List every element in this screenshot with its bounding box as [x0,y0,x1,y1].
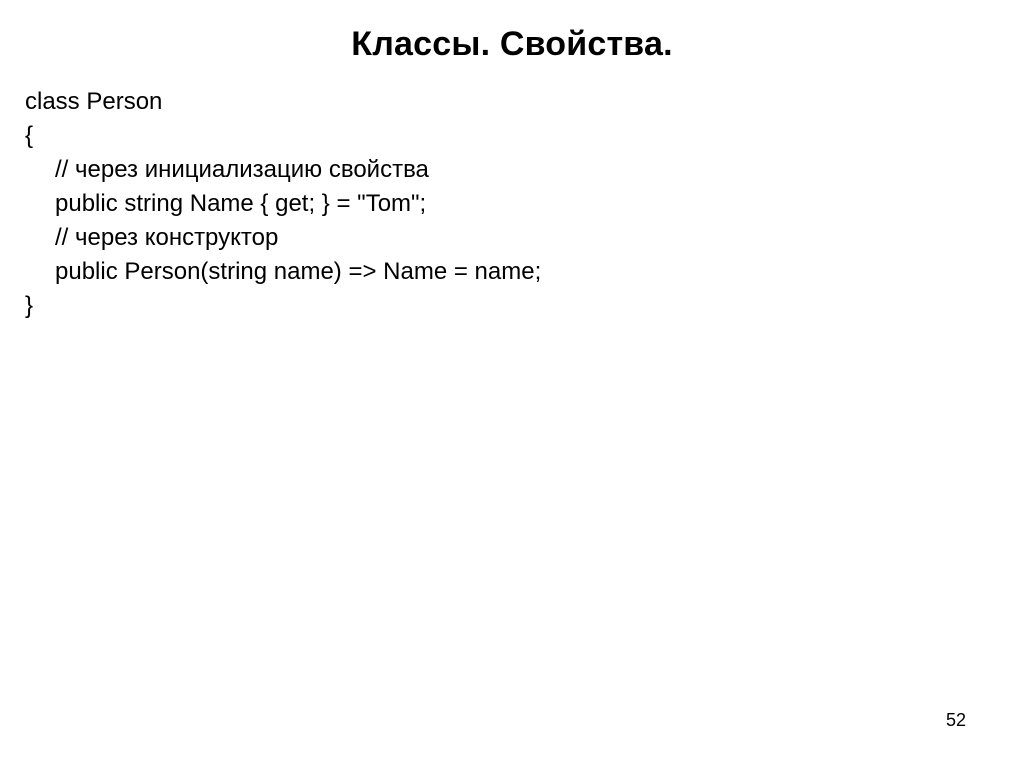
code-line-class-declaration: class Person [25,88,163,115]
code-block [25,85,985,323]
code-line-close-brace: } [25,292,34,319]
code-line-comment-initialization: // через инициализацию свойства [55,156,429,183]
code-line-comment-constructor: // через конструктор [55,224,279,251]
page-number: 52 [945,710,966,730]
slide-title: Классы. Свойства. [351,25,673,63]
code-line-property-declaration: public string Name { get; } = "Tom"; [55,190,427,217]
code-line-constructor: public Person(string name) => Name = name; [55,258,542,285]
code-line-open-brace: { [25,122,34,149]
